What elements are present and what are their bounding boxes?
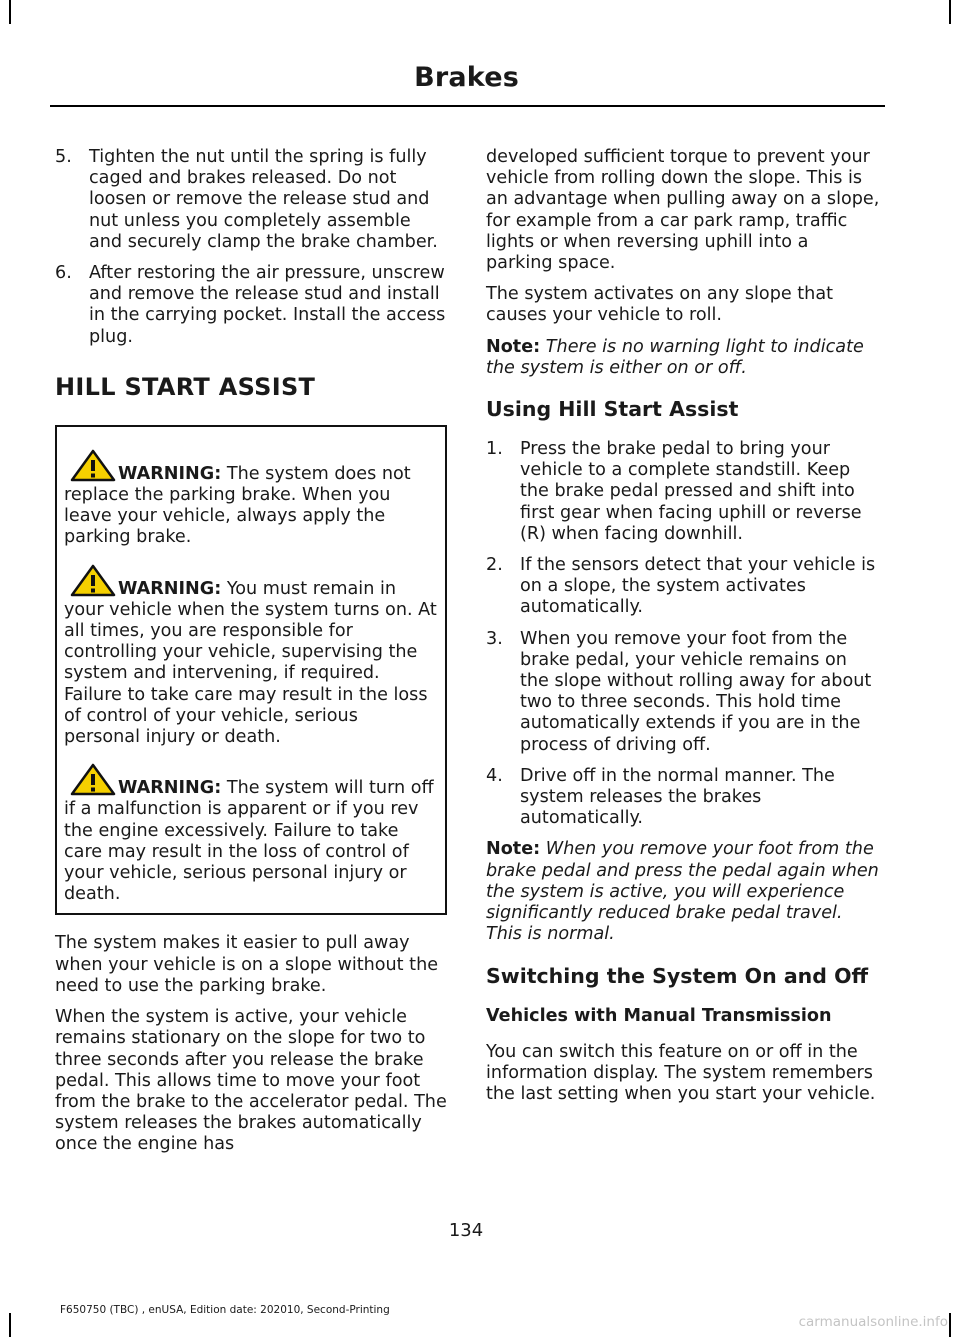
step-text: If the sensors detect that your vehicle is on a slope, the system activates automatically. <box>520 555 876 618</box>
left-column <box>55 147 447 1166</box>
list-item <box>486 439 880 545</box>
hill-start-steps-list <box>486 439 880 829</box>
warning-text: The system does not replace the parking brake. When you leave your vehicle, always apply the parking brake. <box>64 463 411 548</box>
list-item <box>486 555 880 619</box>
list-item <box>55 263 447 348</box>
note <box>486 839 880 945</box>
watermark: carmanualsonline.info <box>798 1314 948 1330</box>
edition-footer: F650750 (TBC) , enUSA, Edition date: 202010, Second-Printing <box>60 1304 390 1316</box>
step-number: 2. <box>486 555 503 576</box>
page-number: 134 <box>448 1220 484 1241</box>
body-paragraph: When the system is active, your vehicle remains stationary on the slope for two to three seconds after you release the brake pedal. This allows time to move your foot from the brake to the accelerator pedal. The system releases the brakes automatically once the engine has <box>55 1007 447 1155</box>
list-item <box>55 147 447 253</box>
crop-mark-top-left <box>9 0 11 24</box>
step-text: Tighten the nut until the spring is fully caged and brakes released. Do not loosen or remove the release stud and nut unless you completely assemble and securely clamp the brake chamber. <box>89 147 438 252</box>
warning-text: You must remain in your vehicle when the system turns on. At all times, you are responsible for controlling your vehicle, supervising the system and intervening, if required. Failure to take care may result in the loss of control of your vehicle, serious personal injury or death. <box>64 578 437 748</box>
note <box>486 337 880 379</box>
right-column <box>486 147 880 1115</box>
list-item <box>486 766 880 830</box>
warning-box <box>55 425 447 916</box>
release-steps-list <box>55 147 447 348</box>
step-text: Press the brake pedal to bring your vehicle to a complete standstill. Keep the brake pedal pressed and shift into first gear when facing uphill or reverse (R) when facing downhill. <box>520 439 862 544</box>
body-paragraph: You can switch this feature on or off in the information display. The system remembers the last setting when you start your vehicle. <box>486 1041 876 1104</box>
subsubsection-heading: Vehicles with Manual Transmission <box>486 1005 832 1026</box>
step-number: 3. <box>486 628 503 649</box>
body-paragraph: The system activates on any slope that causes your vehicle to roll. <box>486 284 834 326</box>
header-divider <box>50 105 885 107</box>
note-text: When you remove your foot from the brake pedal and press the pedal again when the system is active, you will experience significantly reduced brake pedal travel. This is normal. <box>486 839 879 945</box>
subsection-heading: Switching the System On and Off <box>486 963 869 988</box>
warning-label: WARNING: <box>118 463 222 484</box>
warning-item <box>64 564 437 749</box>
warning-triangle-icon <box>70 449 116 483</box>
crop-mark-top-right <box>949 0 951 24</box>
warning-label: WARNING: <box>118 778 222 799</box>
step-number: 1. <box>486 439 503 460</box>
page-title: Brakes <box>414 62 519 93</box>
warning-item <box>64 449 437 549</box>
step-text: When you remove your foot from the brake pedal, your vehicle remains on the slope without rolling away for about two to three seconds. This hold time automatically extends if you are in the process of driving off. <box>520 628 872 755</box>
note-label: Note: <box>486 336 541 357</box>
note-text: There is no warning light to indicate the system is either on or off. <box>486 336 864 378</box>
crop-mark-bottom-left <box>9 1313 11 1337</box>
list-item <box>486 629 880 756</box>
section-heading: HILL START ASSIST <box>55 372 316 401</box>
crop-mark-bottom-right <box>949 1313 951 1337</box>
step-number: 5. <box>55 147 72 167</box>
body-paragraph: developed sufficient torque to prevent your vehicle from rolling down the slope. This is an advantage when pulling away on a slope, for example from a car park ramp, traffic lights or when reversing uphill into a parking space. <box>486 147 880 274</box>
warning-text: The system will turn off if a malfunction is apparent or if you rev the engine excessively. Failure to take care may result in the loss of control of your vehicle, serious personal injury or death. <box>64 778 434 905</box>
subsection-heading: Using Hill Start Assist <box>486 397 739 422</box>
note-label: Note: <box>486 839 541 860</box>
body-paragraph: The system makes it easier to pull away when your vehicle is on a slope without the need to use the parking brake. <box>55 933 439 996</box>
step-number: 6. <box>55 263 72 284</box>
warning-label: WARNING: <box>118 578 222 599</box>
warning-triangle-icon <box>70 763 116 797</box>
warning-item <box>64 763 437 905</box>
warning-triangle-icon <box>70 564 116 598</box>
step-number: 4. <box>486 765 503 786</box>
step-text: Drive off in the normal manner. The system releases the brakes automatically. <box>520 765 835 829</box>
step-text: After restoring the air pressure, unscrew and remove the release stud and install in the carrying pocket. Install the access plug. <box>89 263 446 347</box>
